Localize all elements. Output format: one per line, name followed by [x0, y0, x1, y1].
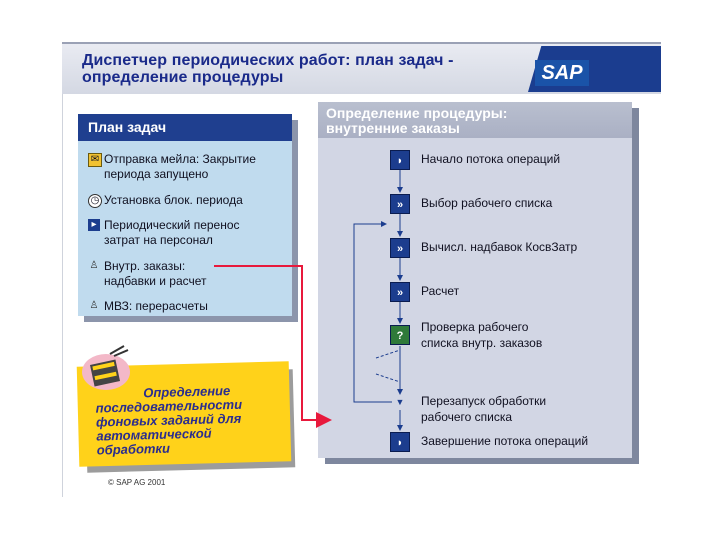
flow-step-icon[interactable]: » — [390, 194, 410, 214]
step-label-select: Выбор рабочего списка — [421, 196, 553, 210]
step-label-calc-overhead: Вычисл. надбавок КосвЗатр — [421, 240, 578, 254]
task-plan-title: План задач — [78, 114, 292, 141]
check-icon[interactable]: ? — [390, 325, 410, 345]
task-label: Отправка мейла: Закрытие периода запущено — [104, 152, 256, 181]
clapperboard-icon — [80, 344, 136, 394]
copyright: © SAP AG 2001 — [108, 478, 166, 487]
task-label: Установка блок. периода — [104, 193, 243, 207]
task-label: Периодический перенос затрат на персонал — [104, 218, 240, 247]
user-icon: ♙ — [89, 260, 99, 271]
sap-logo: SAP — [535, 60, 589, 86]
flow-step-icon[interactable]: » — [390, 238, 410, 258]
title-line-2: определение процедуры — [82, 69, 284, 86]
flow-step-icon[interactable]: » — [390, 282, 410, 302]
mail-icon: ✉ — [88, 153, 102, 167]
clock-icon: ◷ — [88, 194, 102, 208]
task-label: Внутр. заказы: надбавки и расчет — [104, 259, 207, 288]
step-label-start: Начало потока операций — [421, 152, 561, 166]
transaction-icon: ▸ — [88, 219, 100, 231]
step-label-settlement: Расчет — [421, 284, 460, 298]
loop-icon[interactable]: ▼ — [392, 395, 408, 409]
procedure-title: Определение процедуры: внутренние заказы — [318, 102, 632, 138]
flow-end-icon[interactable]: ◗ — [390, 432, 410, 452]
step-label-end: Завершение потока операций — [421, 434, 589, 448]
note-text: Определение последовательности фоновых заданий для автоматической обработки — [95, 383, 243, 458]
user-icon: ♙ — [89, 300, 99, 311]
step-label-check: Проверка рабочего списка внутр. заказов — [421, 320, 543, 350]
step-label-restart: Перезапуск обработки рабочего списка — [421, 394, 547, 424]
title-line-1: Диспетчер периодических работ: план задач - — [82, 52, 454, 69]
task-label: МВЗ: перерасчеты — [104, 299, 208, 313]
flow-start-icon[interactable]: ◗ — [390, 150, 410, 170]
